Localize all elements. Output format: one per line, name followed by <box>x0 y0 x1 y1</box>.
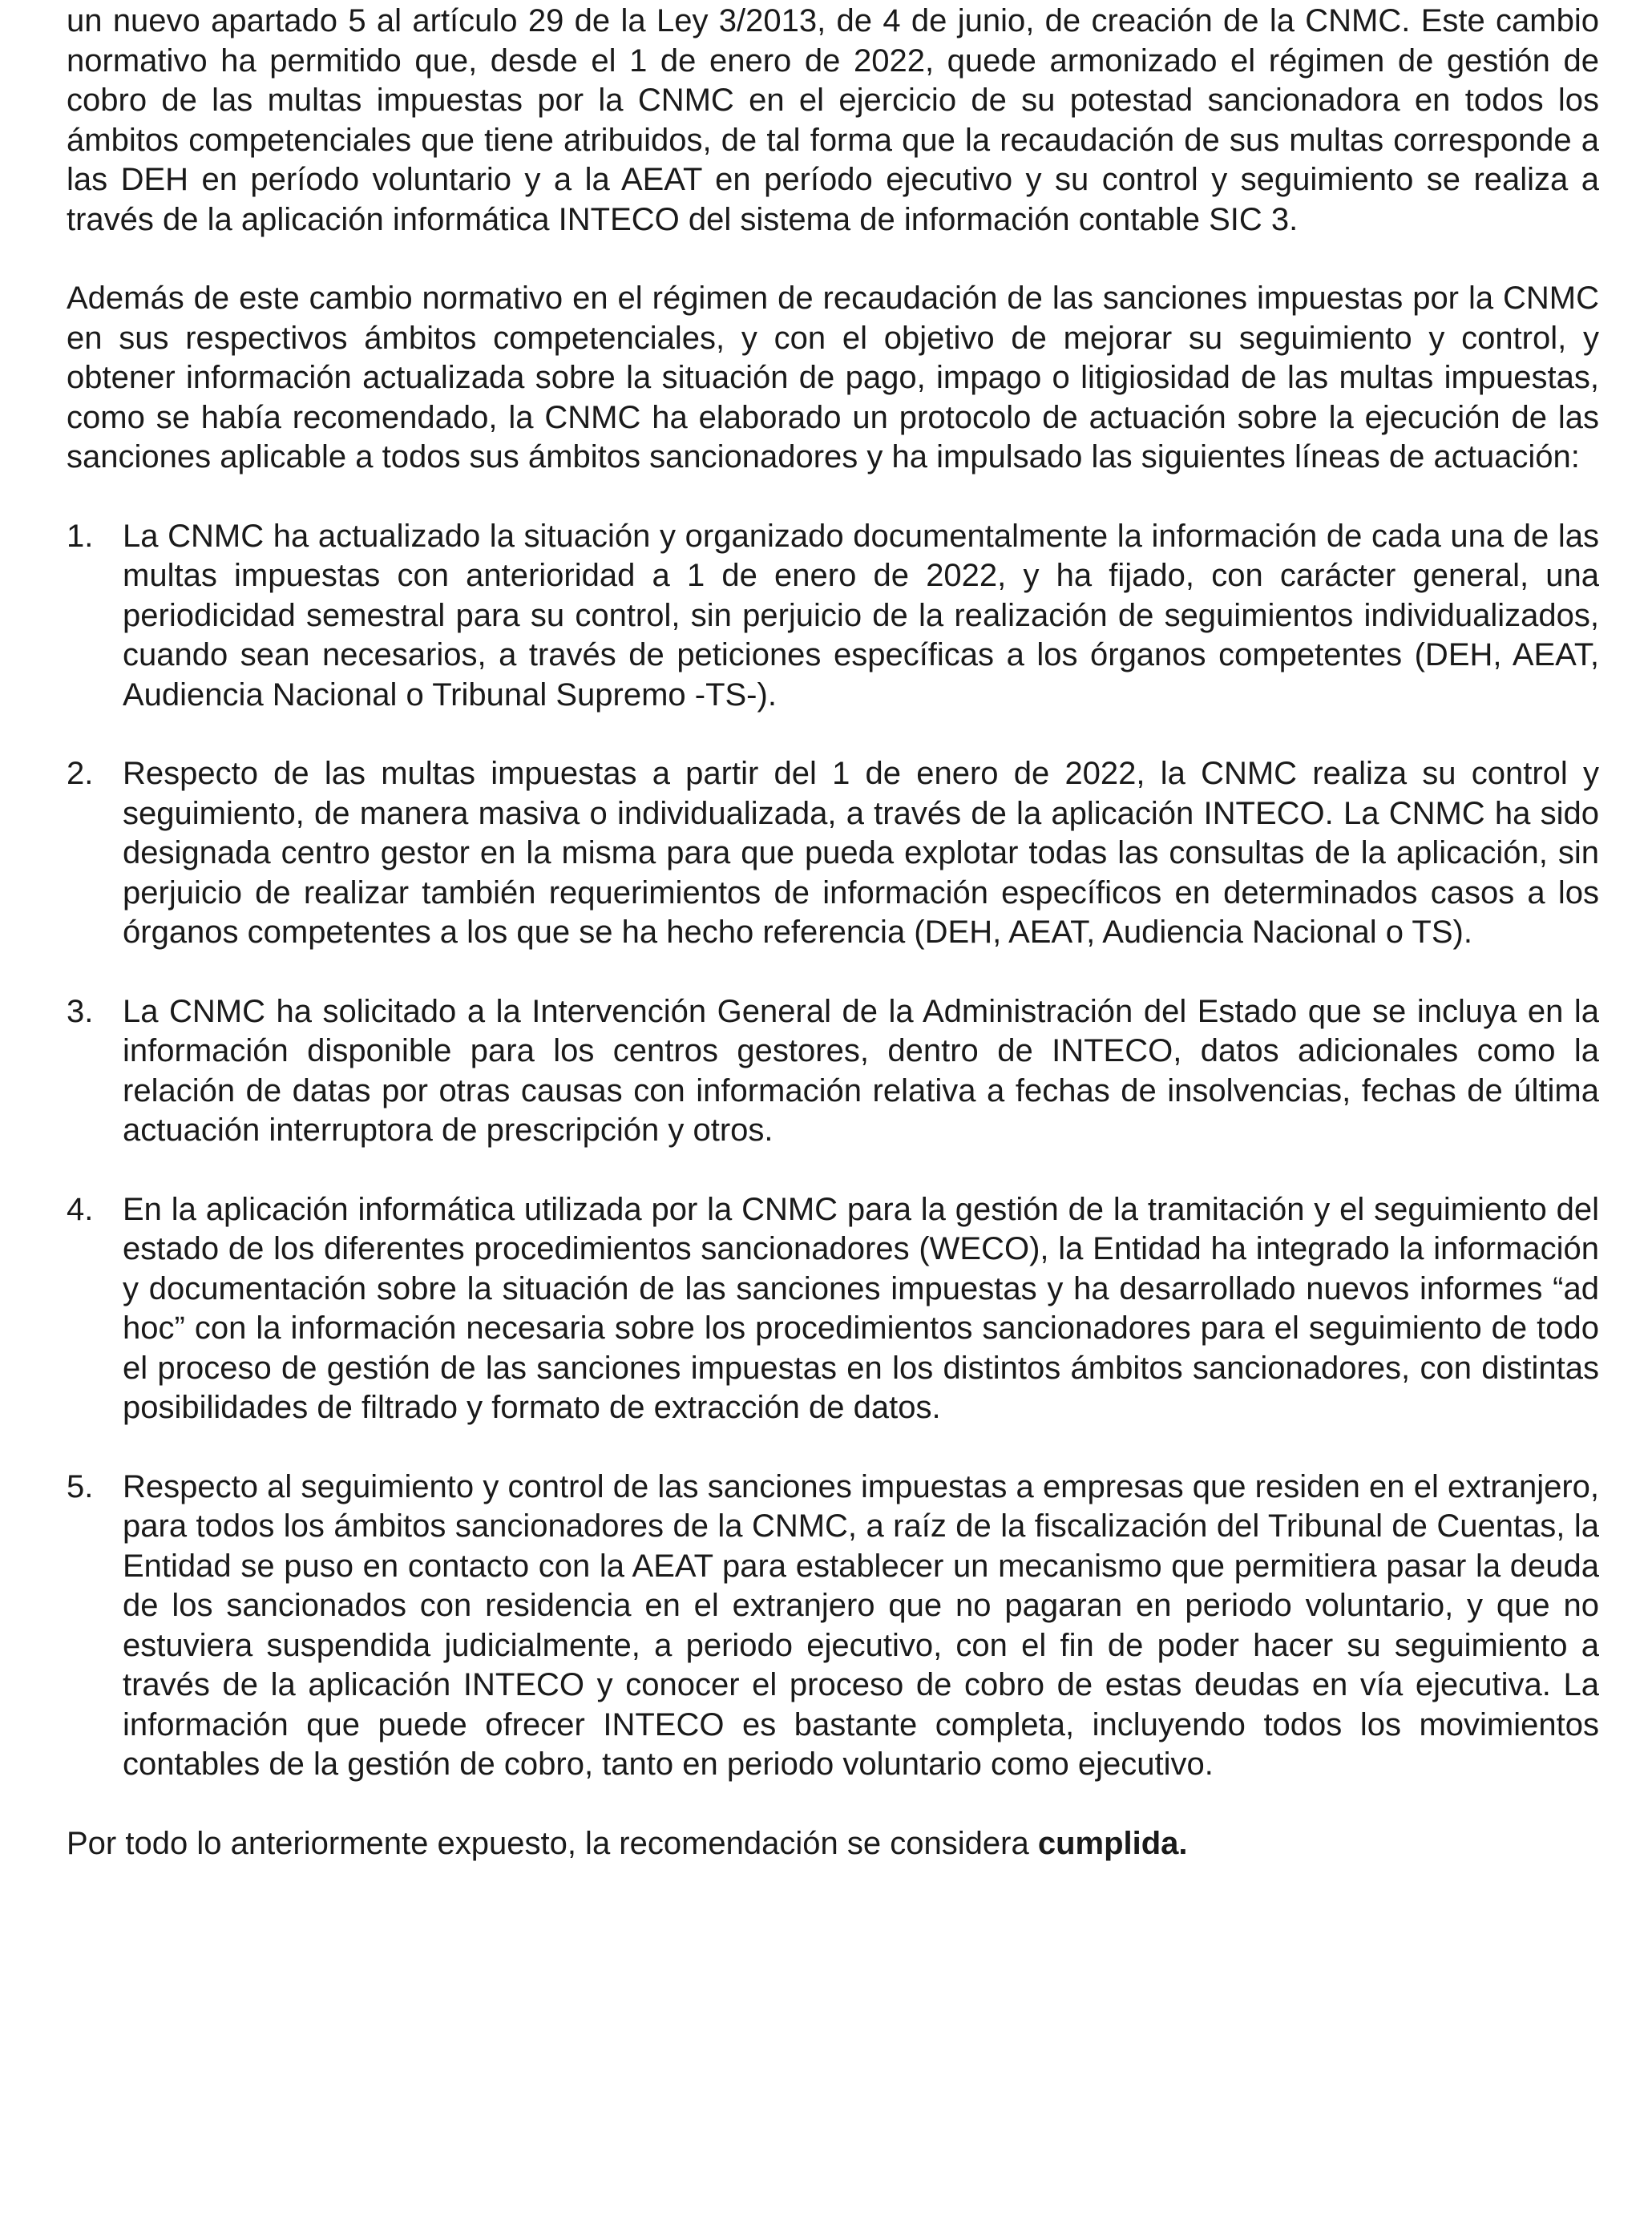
action-lines-list <box>67 517 1599 1785</box>
list-item <box>67 754 1599 953</box>
list-item-number: 2. <box>67 756 94 791</box>
list-item-number: 4. <box>67 1191 94 1227</box>
list-item-text: Respecto al seguimiento y control de las sanciones impuestas a empresas que residen en el extranjero, para todos los ámbitos sancionadores de la CNMC, a raíz de la fiscalización del Tribunal de Cuentas, la Entidad se puso en contacto con la AEAT para establecer un mecanismo que permitiera pasar la deuda de los sancionados con residencia en el extranjero que no pagaran en periodo voluntario, y que no estuviera suspendida judicialmente, a periodo ejecutivo, con el fin de poder hacer su seguimiento a través de la aplicación INTECO y conocer el proceso de cobro de estas deudas en vía ejecutiva. La información que puede ofrecer INTECO es bastante completa, incluyendo todos los movimientos contables de la gestión de cobro, tanto en periodo voluntario como ejecutivo. <box>123 1468 1599 1782</box>
conclusion-verdict: cumplida. <box>1037 1825 1188 1861</box>
list-item <box>67 517 1599 716</box>
list-item <box>67 1190 1599 1428</box>
list-item <box>67 992 1599 1151</box>
paragraph-context: Además de este cambio normativo en el régimen de recaudación de las sanciones impuestas por la CNMC en sus respectivos ámbitos competenciales, y con el objetivo de mejorar su seguimiento y control, y obtener información actualizada sobre la situación de pago, impago o litigiosidad de las multas impuestas, como se había recomendado, la CNMC ha elaborado un protocolo de actuación sobre la ejecución de las sanciones aplicable a todos sus ámbitos sancionadores y ha impulsado las siguientes líneas de actuación: <box>67 281 1599 474</box>
conclusion-text: Por todo lo anteriormente expuesto, la recomendación se considera <box>67 1825 1038 1861</box>
document-page <box>67 2 1599 1903</box>
list-item-text: La CNMC ha solicitado a la Intervención General de la Administración del Estado que se incluya en la información disponible para los centros gestores, dentro de INTECO, datos adicionales como la relación de datas por otras causas con información relativa a fechas de insolvencias, fechas de última actuación interruptora de prescripción y otros. <box>123 993 1599 1148</box>
list-item <box>67 1468 1599 1785</box>
paragraph-conclusion <box>67 1824 1599 1864</box>
list-item-text: Respecto de las multas impuestas a partir del 1 de enero de 2022, la CNMC realiza su control y seguimiento, de manera masiva o individualizada, a través de la aplicación INTECO. La CNMC ha sido designada centro gestor en la misma para que pueda explotar todas las consultas de la aplicación, sin perjuicio de realizar también requerimientos de información específicos en determinados casos a los órganos competentes a los que se ha hecho referencia (DEH, AEAT, Audiencia Nacional o TS). <box>123 756 1599 950</box>
list-item-number: 3. <box>67 993 94 1029</box>
paragraph-intro: un nuevo apartado 5 al artículo 29 de la Ley 3/2013, de 4 de junio, de creación de la CNMC. Este cambio normativo ha permitido que, desde el 1 de enero de 2022, quede armonizado el régimen de gestión de cobro de las multas impuestas por la CNMC en el ejercicio de su potestad sancionadora en todos los ámbitos competenciales que tiene atribuidos, de tal forma que la recaudación de sus multas corresponde a las DEH en período voluntario y a la AEAT en período ejecutivo y su control y seguimiento se realiza a través de la aplicación informática INTECO del sistema de información contable SIC 3. <box>67 3 1599 237</box>
list-item-text: La CNMC ha actualizado la situación y organizado documentalmente la información de cada una de las multas impuestas con anterioridad a 1 de enero de 2022, y ha fijado, con carácter general, una periodicidad semestral para su control, sin perjuicio de la realización de seguimientos individualizados, cuando sean necesarios, a través de peticiones específicas a los órganos competentes (DEH, AEAT, Audiencia Nacional o Tribunal Supremo -TS-). <box>123 518 1599 713</box>
list-item-text: En la aplicación informática utilizada por la CNMC para la gestión de la tramitación y el seguimiento del estado de los diferentes procedimientos sancionadores (WECO), la Entidad ha integrado la información y documentación sobre la situación de las sanciones impuestas y ha desarrollado nuevos informes “ad hoc” con la información necesaria sobre los procedimientos sancionadores para el seguimiento de todo el proceso de gestión de las sanciones impuestas en los distintos ámbitos sancionadores, con distintas posibilidades de filtrado y formato de extracción de datos. <box>123 1191 1599 1425</box>
list-item-number: 1. <box>67 518 94 554</box>
list-item-number: 5. <box>67 1468 94 1504</box>
